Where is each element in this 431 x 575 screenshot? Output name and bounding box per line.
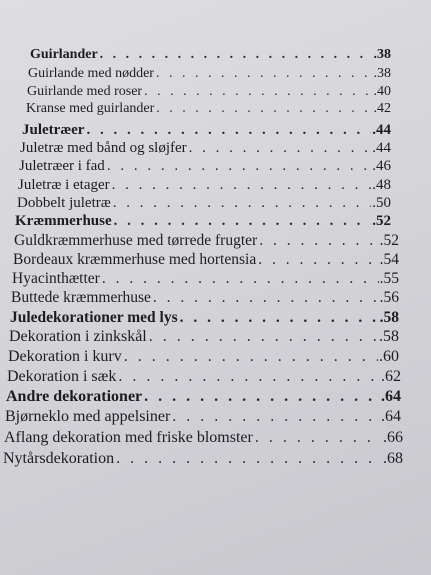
toc-page-number: .62: [381, 368, 401, 385]
toc-entry: [18, 178, 391, 193]
toc-title: Dekoration i sæk: [7, 368, 117, 385]
toc-entry: [14, 233, 399, 249]
toc-page-number: .66: [383, 429, 403, 446]
toc-title: Andre dekorationer: [6, 388, 143, 405]
toc-title: Kranse med guirlander: [26, 101, 155, 116]
dot-leader: [114, 214, 372, 229]
toc-entry: [13, 252, 399, 268]
toc-page-number: .58: [379, 328, 399, 345]
toc-page-number: .60: [379, 348, 399, 365]
dot-leader: [259, 233, 378, 249]
toc-entry: [9, 329, 399, 345]
toc-page-number: .68: [383, 450, 403, 467]
toc-title: Juledekorationer med lys: [10, 309, 178, 326]
toc-entry: [3, 451, 403, 467]
toc-title: Dobbelt juletræ: [17, 195, 111, 211]
toc-entry: [17, 196, 391, 211]
toc-page-number: .46: [372, 158, 391, 174]
toc-title: Buttede kræmmerhuse: [11, 289, 151, 306]
dot-leader: [144, 389, 380, 405]
toc-entry: [11, 290, 399, 306]
toc-title: Juletræer: [22, 122, 85, 138]
toc-title: Juletræ i etager: [18, 177, 110, 193]
toc-title: Aflang dekoration med friske blomster: [4, 429, 253, 446]
toc-section-heading: [30, 48, 391, 62]
toc-page-number: .64: [381, 408, 401, 425]
toc-title: Kræmmerhuse: [15, 213, 112, 229]
toc-page-number: .52: [372, 213, 391, 229]
dot-leader: [113, 196, 372, 211]
toc-entry: [8, 349, 399, 365]
toc-title: Bjørneklo med appelsiner: [5, 408, 171, 425]
toc-entry: [26, 102, 391, 116]
toc-entry: [7, 369, 401, 385]
toc-title: Nytårsdekoration: [3, 450, 115, 467]
toc-section-heading: [15, 214, 391, 229]
toc-title: Juletræer i fad: [19, 158, 105, 174]
toc-page-number: .44: [372, 140, 391, 156]
dot-leader: [172, 409, 380, 425]
toc-page-number: .38: [373, 66, 391, 81]
toc-entry: [4, 430, 403, 446]
toc-page-number: .52: [379, 232, 399, 249]
dot-leader: [189, 141, 372, 156]
toc-title: Hyacinthætter: [12, 270, 100, 287]
toc-title: Dekoration i kurv: [8, 348, 122, 365]
dot-leader: [107, 159, 371, 174]
dot-leader: [102, 271, 379, 287]
toc-title: Juletræ med bånd og sløjfer: [20, 140, 187, 156]
toc-page-number: .38: [373, 47, 391, 62]
dot-leader: [153, 290, 379, 306]
toc-title: Guirlande med roser: [27, 84, 143, 99]
dot-leader: [180, 310, 379, 326]
toc-section-heading: [6, 389, 401, 405]
toc-page-number: .64: [381, 388, 401, 405]
toc-entry: [20, 141, 391, 156]
toc-title: Bordeaux kræmmerhuse med hortensia: [13, 251, 257, 268]
dot-leader: [124, 349, 378, 365]
toc-page-number: .56: [379, 289, 399, 306]
toc-entry: [28, 67, 391, 81]
toc-section-heading: [10, 310, 399, 326]
dot-leader: [118, 369, 380, 385]
toc-page-number: .58: [379, 309, 399, 326]
dot-leader: [100, 48, 373, 62]
dot-leader: [86, 123, 371, 138]
toc-page-number: .48: [372, 177, 391, 193]
toc-entry: [27, 85, 391, 99]
dot-leader: [149, 329, 378, 345]
toc-entry: [19, 159, 391, 174]
toc-page-number: .54: [379, 251, 399, 268]
toc-title: Guldkræmmerhuse med tørrede frugter: [14, 232, 258, 249]
dot-leader: [255, 430, 382, 446]
dot-leader: [112, 178, 372, 193]
toc-title: Guirlander: [30, 47, 98, 62]
toc-entry: [12, 271, 399, 287]
dot-leader: [156, 67, 373, 81]
dot-leader: [144, 85, 372, 99]
toc-page-number: .44: [372, 122, 391, 138]
toc-title: Guirlande med nødder: [28, 66, 154, 81]
toc-title: Dekoration i zinkskål: [9, 328, 147, 345]
toc-section-heading: [22, 123, 391, 138]
toc-page-number: .50: [372, 195, 391, 211]
toc-page-number: .40: [373, 84, 391, 99]
dot-leader: [258, 252, 378, 268]
dot-leader: [156, 102, 372, 116]
toc-page-number: .55: [379, 270, 399, 287]
toc-page-number: .42: [373, 101, 391, 116]
dot-leader: [116, 451, 382, 467]
toc-entry: [5, 409, 401, 425]
